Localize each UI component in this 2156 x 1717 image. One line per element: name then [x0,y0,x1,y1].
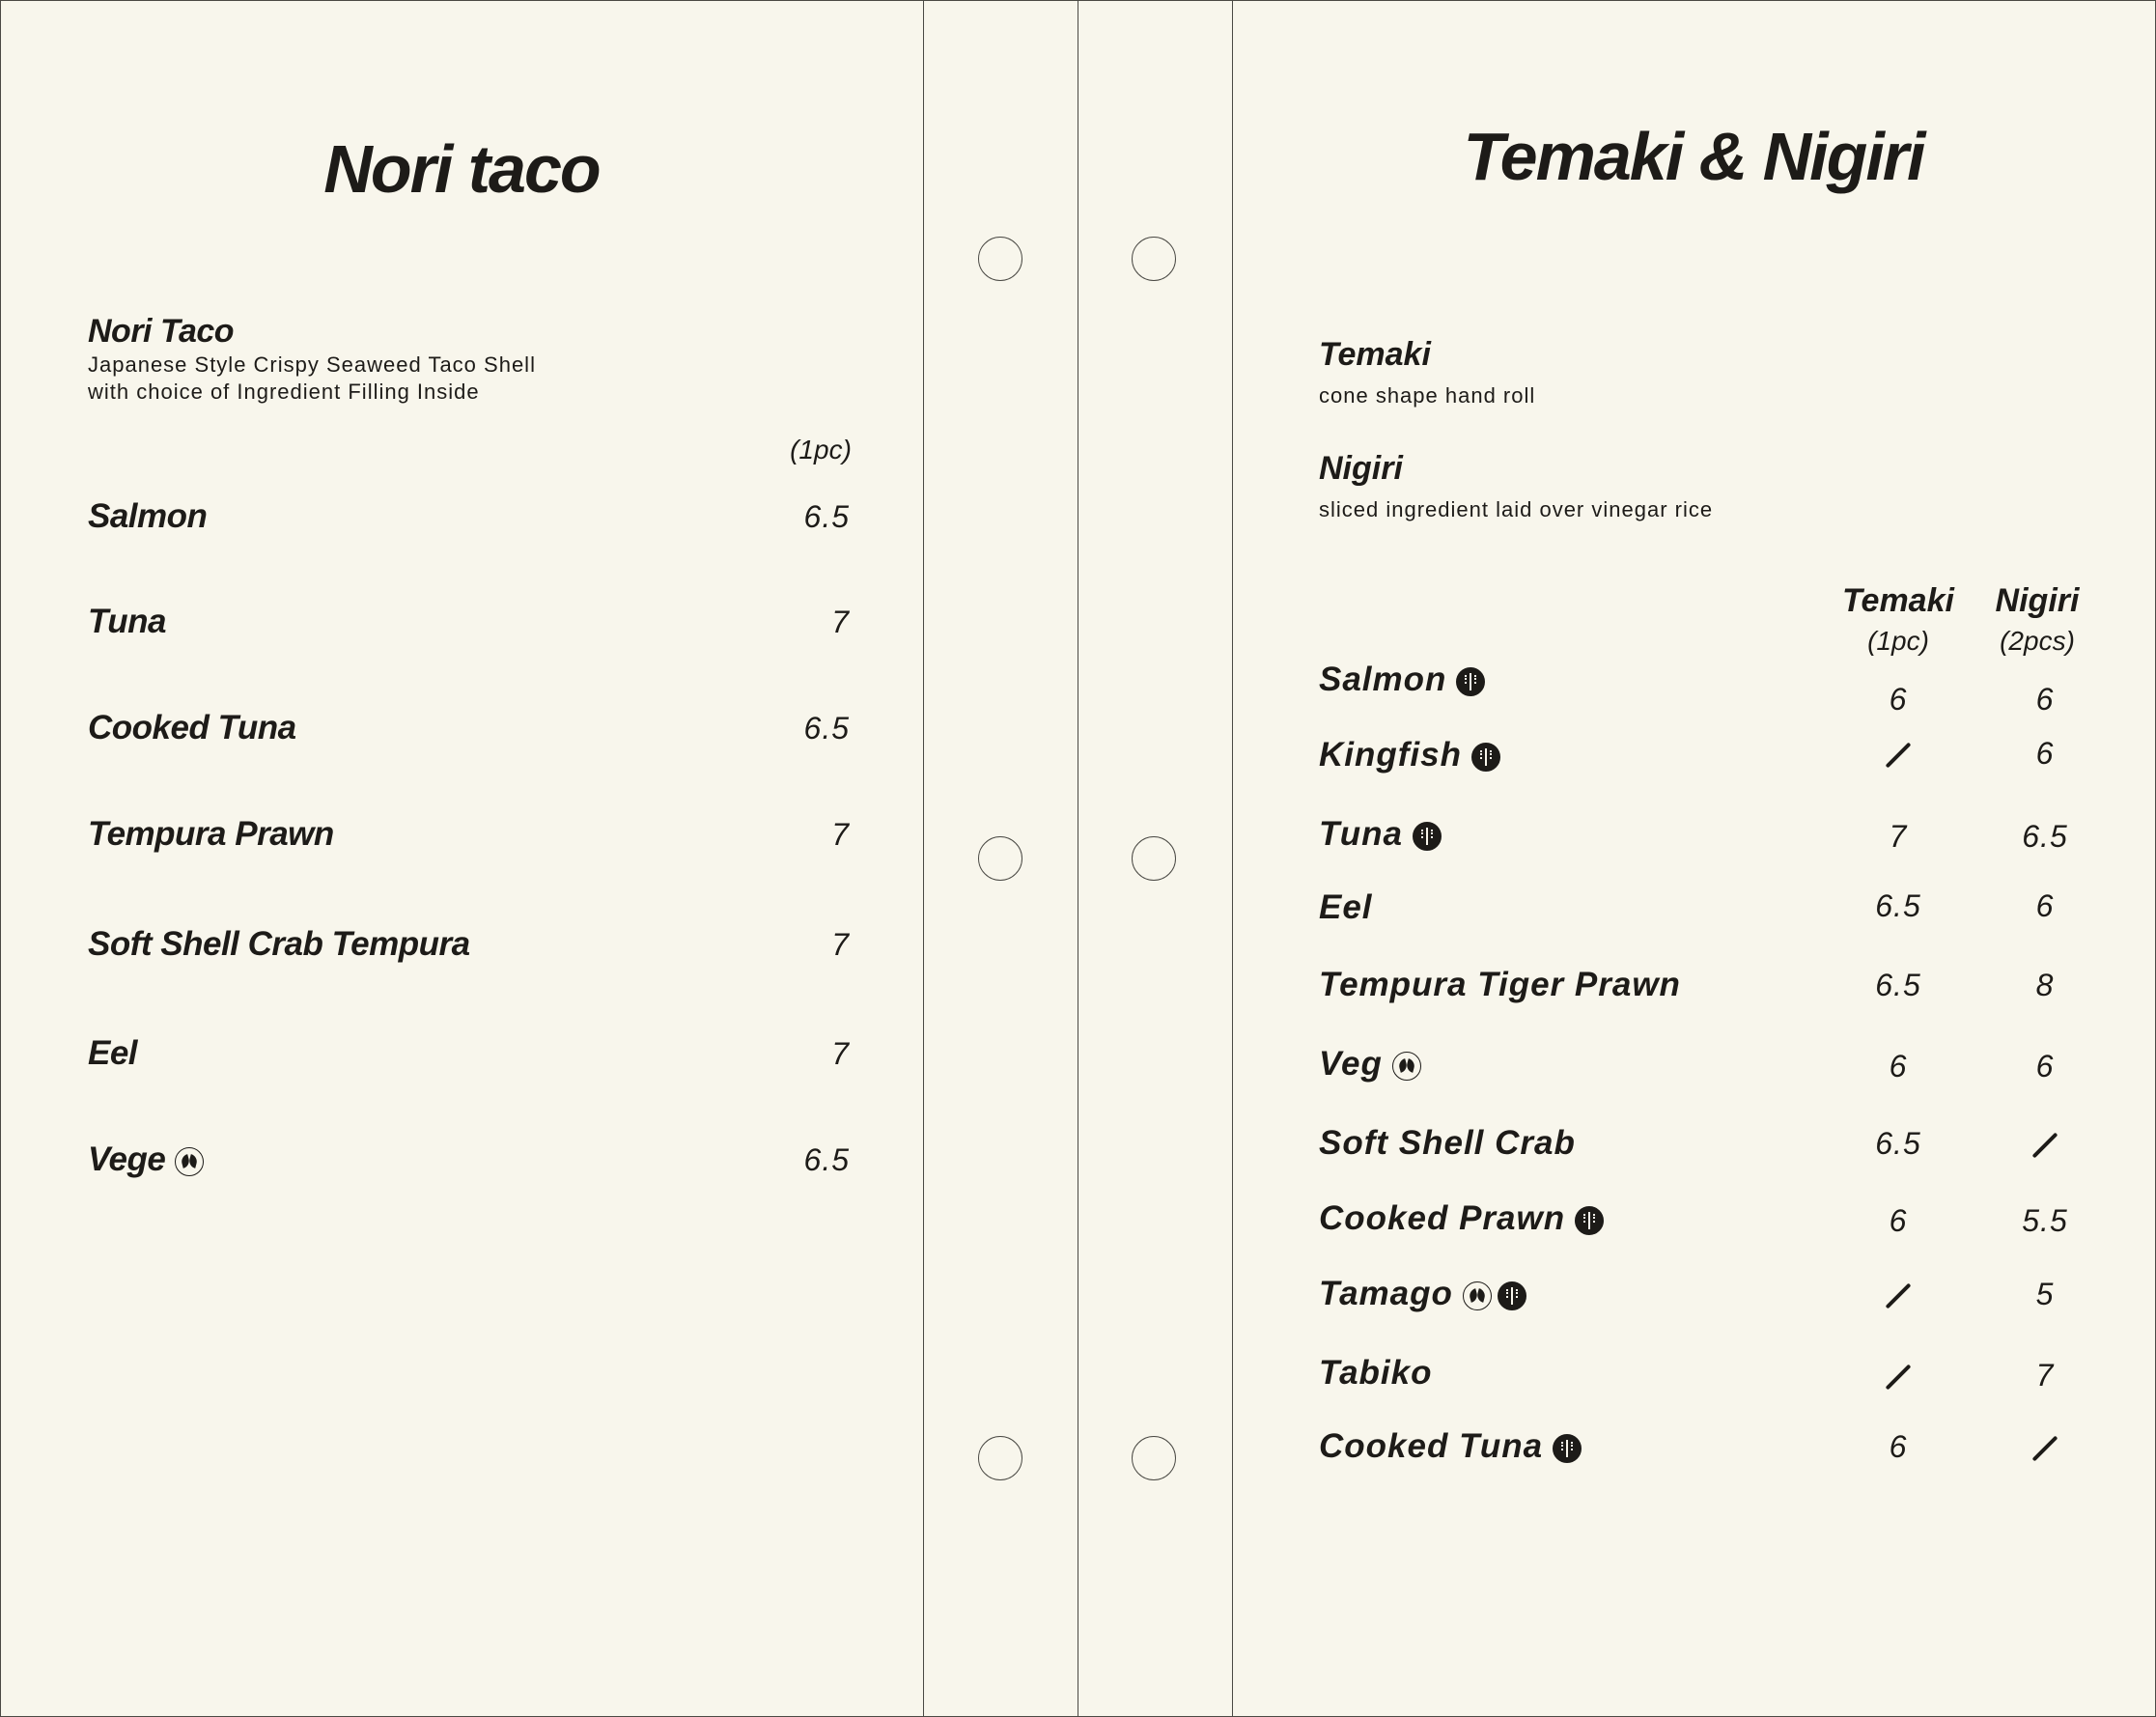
item-name: Tuna [1319,815,1403,853]
item-price: 7 [831,605,850,639]
binder-divider [923,0,924,1717]
nigiri-price: 6.5 [2022,819,2068,854]
section-name: Temaki [1319,336,1431,373]
temaki-price: 6 [1889,1203,1908,1238]
item-price: 6.5 [803,1142,850,1177]
item-name: Eel [88,1034,138,1072]
item-price: 7 [831,927,850,962]
item-name: Salmon [88,497,208,535]
nigiri-price: 7 [2035,1358,2055,1393]
binder-hole [978,237,1022,281]
item-name: Cooked Tuna [88,709,296,746]
temaki-price: 6.5 [1875,968,1921,1002]
section-description: Japanese Style Crispy Seaweed Taco Shell [88,352,536,377]
temaki-price: 7 [1889,819,1908,854]
wheat-icon [1456,667,1485,696]
section-description: with choice of Ingredient Filling Inside [88,380,480,404]
wheat-icon [1471,743,1500,772]
leaf-icon [1463,1281,1492,1310]
menu-item [1319,1199,1604,1238]
nigiri-price: 6 [2035,736,2055,771]
binder-hole [1132,836,1176,881]
binder-hole [978,1436,1022,1480]
wheat-icon [1553,1434,1582,1463]
wheat-icon [1498,1281,1526,1310]
temaki-price: 6 [1889,1049,1908,1084]
column-header-temaki: Temaki [1842,582,1954,619]
item-name: Tempura Prawn [88,815,334,853]
page-title: Temaki & Nigiri [1463,119,1924,194]
section-description: cone shape hand roll [1319,383,1536,408]
section-description: sliced ingredient laid over vinegar rice [1319,497,1714,521]
menu-item [1319,1427,1582,1466]
item-name: Eel [1319,888,1373,926]
menu-item [1319,815,1442,854]
menu-item [1319,1354,1433,1393]
item-name: Soft Shell Crab [1319,1124,1576,1162]
nigiri-price: 6 [2035,1049,2055,1084]
column-header: (1pc) [790,435,852,464]
item-name: Tamago [1319,1275,1453,1312]
menu-item [1319,888,1373,927]
binder-hole [1132,237,1176,281]
nigiri-price: 6 [2035,682,2055,717]
menu-item [88,1034,137,1073]
menu-item [1319,661,1485,699]
item-name: Soft Shell Crab Tempura [88,925,470,963]
item-name: Cooked Tuna [1319,1427,1544,1465]
wheat-icon [1575,1206,1604,1235]
temaki-price: 6.5 [1875,888,1921,923]
item-price: 7 [831,817,850,852]
item-price: 6.5 [803,711,850,746]
menu-item [1319,736,1500,774]
column-subheader-temaki: (1pc) [1867,626,1929,656]
item-name: Tuna [88,603,166,640]
binder-divider [1232,0,1233,1717]
binder-hole [1132,1436,1176,1480]
item-name: Salmon [1319,661,1447,698]
section-name: Nigiri [1319,450,1403,487]
menu-item [88,497,207,536]
item-price: 7 [831,1036,850,1071]
wheat-icon [1413,822,1442,851]
menu-item [88,709,296,747]
leaf-icon [175,1147,204,1176]
nigiri-price: 5.5 [2022,1203,2068,1238]
nigiri-price: 6 [2035,888,2055,923]
menu-item [1319,966,1681,1004]
item-name: Tempura Tiger Prawn [1319,966,1681,1003]
item-name: Cooked Prawn [1319,1199,1566,1237]
menu-item [88,925,470,964]
temaki-price: 6.5 [1875,1126,1921,1161]
menu-item [1319,1124,1576,1163]
nigiri-price: 8 [2035,968,2055,1002]
item-price: 6.5 [803,499,850,534]
page-title: Nori taco [323,131,600,207]
binder-hole [978,836,1022,881]
menu-item [88,603,166,641]
temaki-price: 6 [1889,682,1908,717]
menu-item [88,815,334,854]
item-name: Kingfish [1319,736,1462,774]
item-name: Tabiko [1319,1354,1433,1392]
menu-item [88,1140,204,1179]
item-name: Vege [88,1140,166,1178]
column-header-nigiri: Nigiri [1995,582,2080,619]
nigiri-price: 5 [2035,1277,2055,1311]
section-name: Nori Taco [88,313,235,350]
menu-item [1319,1045,1421,1084]
temaki-price: 6 [1889,1429,1908,1464]
column-subheader-nigiri: (2pcs) [2000,626,2075,656]
menu-item [1319,1275,1526,1313]
item-name: Veg [1319,1045,1383,1083]
leaf-icon [1392,1052,1421,1081]
